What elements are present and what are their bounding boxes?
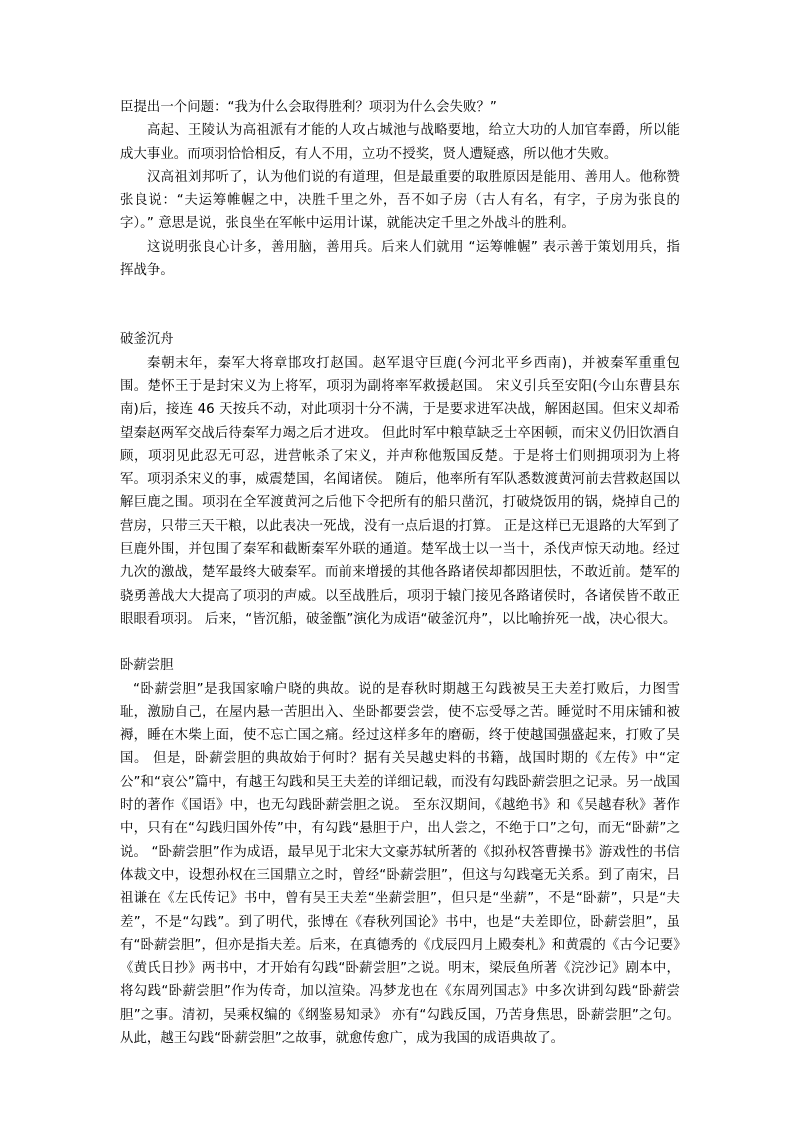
section2-title: 破釜沉舟	[120, 332, 174, 348]
section1-para1: 臣提出一个问题：“我为什么会取得胜利？项羽为什么会失败？”	[120, 100, 497, 115]
spacer	[120, 305, 680, 328]
section3-title: 卧薪尝胆	[120, 658, 174, 674]
section1-para4: 这说明张良心计多，善用脑，善用兵。后来人们就用 “运筹帷幄” 表示善于策划用兵，指挥战争。	[120, 239, 680, 279]
spacer	[120, 282, 680, 305]
spacer	[120, 631, 680, 654]
section1-para3: 汉高祖刘邦听了，认为他们说的有道理，但是最重要的取胜原因是能用、善用人。他称赞张良说：“夫运筹帷幄之中，决胜千里之外，吾不如子房（古人有名，有字，子房为张良的字）。” 意思是说，张良坐在军帐中运用计谋，就能决定千里之外战斗的胜利。	[120, 169, 680, 232]
section1-para2: 高起、王陵认为高祖派有才能的人攻占城池与战略要地，给立大功的人加官奉爵，所以能成大事业。而项羽恰恰相反，有人不用，立功不授奖，贤人遭疑惑，所以他才失败。	[120, 123, 680, 162]
document-page	[120, 96, 680, 1050]
section2-para1: 秦朝末年，秦军大将章邯攻打赵国。赵军退守巨鹿(今河北平乡西南)，并被秦军重重包围。楚怀王于是封宋义为上将军，项羽为副将率军救援赵国。 宋义引兵至安阳(今山东曹县东南)后，接连 46 天按兵不动，对此项羽十分不满，于是要求进军决战，解困赵国。但宋义却希望秦赵两军交战后待秦军力竭之后才进攻。 但此时军中粮草缺乏士卒困顿，而宋义仍旧饮酒自顾，项羽见此忍无可忍，进营帐杀了宋义，并声称他叛国反楚。于是将士们则拥项羽为上将军。项羽杀宋义的事，威震楚国，名闻诸侯。 随后，他率所有军队悉数渡黄河前去营救赵国以解巨鹿之围。项羽在全军渡黄河之后他下令把所有的船只凿沉，打破烧饭用的锅，烧掉自己的营房，只带三天干粮，以此表决一死战，没有一点后退的打算。 正是这样已无退路的大军到了巨鹿外围，并包围了秦军和截断秦军外联的通道。楚军战士以一当十，杀伐声惊天动地。经过九次的激战，楚军最终大破秦军。而前来增援的其他各路诸侯却都因胆怯，不敢近前。楚军的骁勇善战大大提高了项羽的声威。以至战胜后，项羽于辕门接见各路诸侯时，各诸侯皆不敢正眼眼看项羽。 后来，“皆沉船，破釜甑”演化为成语“破釜沉舟”，以比喻拚死一战，决心很大。	[120, 355, 680, 627]
section3-para1: “卧薪尝胆”是我国家喻户晓的典故。说的是春秋时期越王勾践被吴王夫差打败后，力图雪耻，激励自己，在屋内悬一苦胆出入、坐卧都要尝尝，使不忘受辱之苦。睡觉时不用床铺和被褥，睡在木柴上面，使不忘亡国之痛。经过这样多年的磨砺，终于使越国强盛起来，打败了吴国。 但是，卧薪尝胆的典故始于何时？据有关吴越史料的书籍，战国时期的《左传》中“定公”和“哀公”篇中，有越王勾践和吴王夫差的详细记载，而没有勾践卧薪尝胆之记录。另一战国时的著作《国语》中，也无勾践卧薪尝胆之说。 至东汉期间，《越绝书》和《吴越春秋》著作中，只有在“勾践归国外传”中，有勾践“悬胆于户，出人尝之，不绝于口”之句，而无“卧薪”之说。 “卧薪尝胆”作为成语，最早见于北宋大文豪苏轼所著的《拟孙权答曹操书》游戏性的书信体裁文中，设想孙权在三国鼎立之时，曾经“卧薪尝胆”，但这与勾践毫无关系。到了南宋，吕祖谦在《左氏传记》书中，曾有吴王夫差“坐薪尝胆”，但只是“坐薪”，不是“卧薪”，只是“夫差”，不是“勾践”。到了明代，张博在《春秋列国论》书中，也是“夫差即位，卧薪尝胆”，虽有“卧薪尝胆”，但亦是指夫差。后来，在真德秀的《戊辰四月上殿奏札》和黄震的《古今记要》《黄氏日抄》两书中，才开始有勾践“卧薪尝胆”之说。明末，梁辰鱼所著《浣沙记》剧本中，将勾践“卧薪尝胆”作为传奇，加以渲染。冯梦龙也在《东周列国志》中多次讲到勾践“卧薪尝胆”之事。清初，吴乘权编的《纲鉴易知录》 亦有“勾践反国，乃苦身焦思，卧薪尝胆”之句。从此，越王勾践“卧薪尝胆”之故事，就愈传愈广，成为我国的成语典故了。	[120, 681, 680, 1046]
